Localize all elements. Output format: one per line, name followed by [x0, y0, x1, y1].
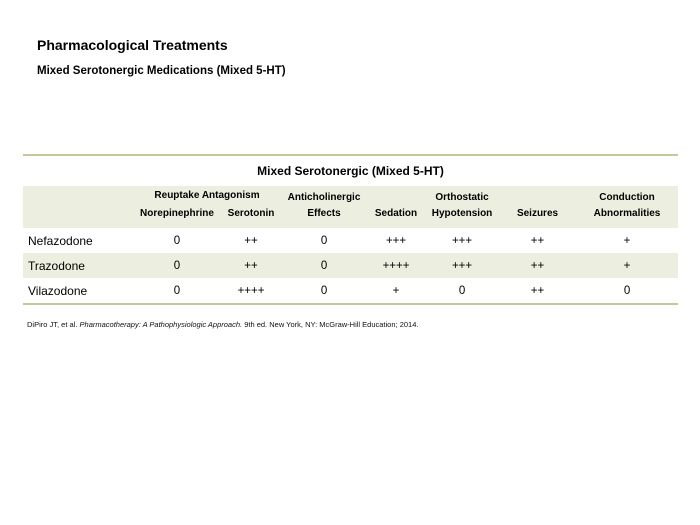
- drug-name: Trazodone: [28, 258, 85, 273]
- citation-book-title: Pharmacotherapy: A Pathophysiologic Approach.: [79, 320, 243, 329]
- drug-name: Nefazodone: [28, 233, 93, 248]
- conduction-header-line2: Abnormalities: [593, 208, 661, 219]
- reuptake-antagonism-header: Reuptake Antagonism: [154, 190, 260, 201]
- norepinephrine-cell: 0: [173, 284, 181, 297]
- orthostatic-header-line2: Hypotension: [431, 208, 493, 219]
- citation-publisher: 9th ed. New York, NY: McGraw-Hill Education; 2014.: [242, 320, 419, 329]
- anticholinergic-header-line2: Effects: [307, 208, 341, 219]
- norepinephrine-cell: 0: [173, 259, 181, 272]
- norepinephrine-cell: 0: [173, 234, 181, 247]
- serotonin-cell: ++: [244, 234, 258, 247]
- slide-subtitle: Mixed Serotonergic Medications (Mixed 5-HT): [37, 65, 286, 77]
- anticholinergic-cell: 0: [320, 234, 328, 247]
- sedation-header: Sedation: [374, 208, 418, 219]
- table-bottom-rule: [23, 303, 678, 305]
- header-row-1: [23, 186, 678, 204]
- orthostatic-cell: +++: [451, 259, 473, 272]
- seizures-header: Seizures: [516, 208, 559, 219]
- serotonin-cell: ++: [244, 259, 258, 272]
- conduction-header-line1: Conduction: [599, 192, 655, 203]
- table-caption: Mixed Serotonergic (Mixed 5-HT): [257, 164, 444, 178]
- seizures-cell: ++: [530, 284, 545, 297]
- sedation-header-spacer: [367, 186, 425, 204]
- citation-authors: DiPiro JT, et al.: [27, 320, 80, 329]
- anticholinergic-cell: 0: [320, 284, 328, 297]
- drug-header: [23, 186, 133, 228]
- seizures-cell: ++: [530, 259, 545, 272]
- anticholinergic-cell: 0: [320, 259, 328, 272]
- conduction-cell: +: [623, 259, 631, 272]
- comparison-table: [23, 186, 678, 303]
- table-row: [23, 228, 678, 253]
- norepinephrine-header: Norepinephrine: [140, 208, 214, 219]
- citation: [27, 320, 418, 329]
- table-row: [23, 278, 678, 303]
- serotonin-header: Serotonin: [227, 208, 275, 219]
- seizures-header-spacer: [499, 186, 576, 204]
- sedation-cell: +++: [385, 234, 407, 247]
- slide-title: Pharmacological Treatments: [37, 37, 228, 53]
- conduction-cell: 0: [623, 284, 631, 297]
- orthostatic-cell: +++: [451, 234, 473, 247]
- sedation-cell: +: [392, 284, 400, 297]
- sedation-cell: ++++: [382, 259, 410, 272]
- anticholinergic-header-line1: Anticholinergic: [287, 192, 361, 203]
- orthostatic-header-line1: Orthostatic: [435, 192, 489, 203]
- table-row: [23, 253, 678, 278]
- conduction-cell: +: [623, 234, 631, 247]
- serotonin-cell: ++++: [237, 284, 265, 297]
- medication-table: [23, 154, 678, 305]
- drug-name: Vilazodone: [28, 283, 88, 298]
- seizures-cell: ++: [530, 234, 545, 247]
- orthostatic-cell: 0: [458, 284, 466, 297]
